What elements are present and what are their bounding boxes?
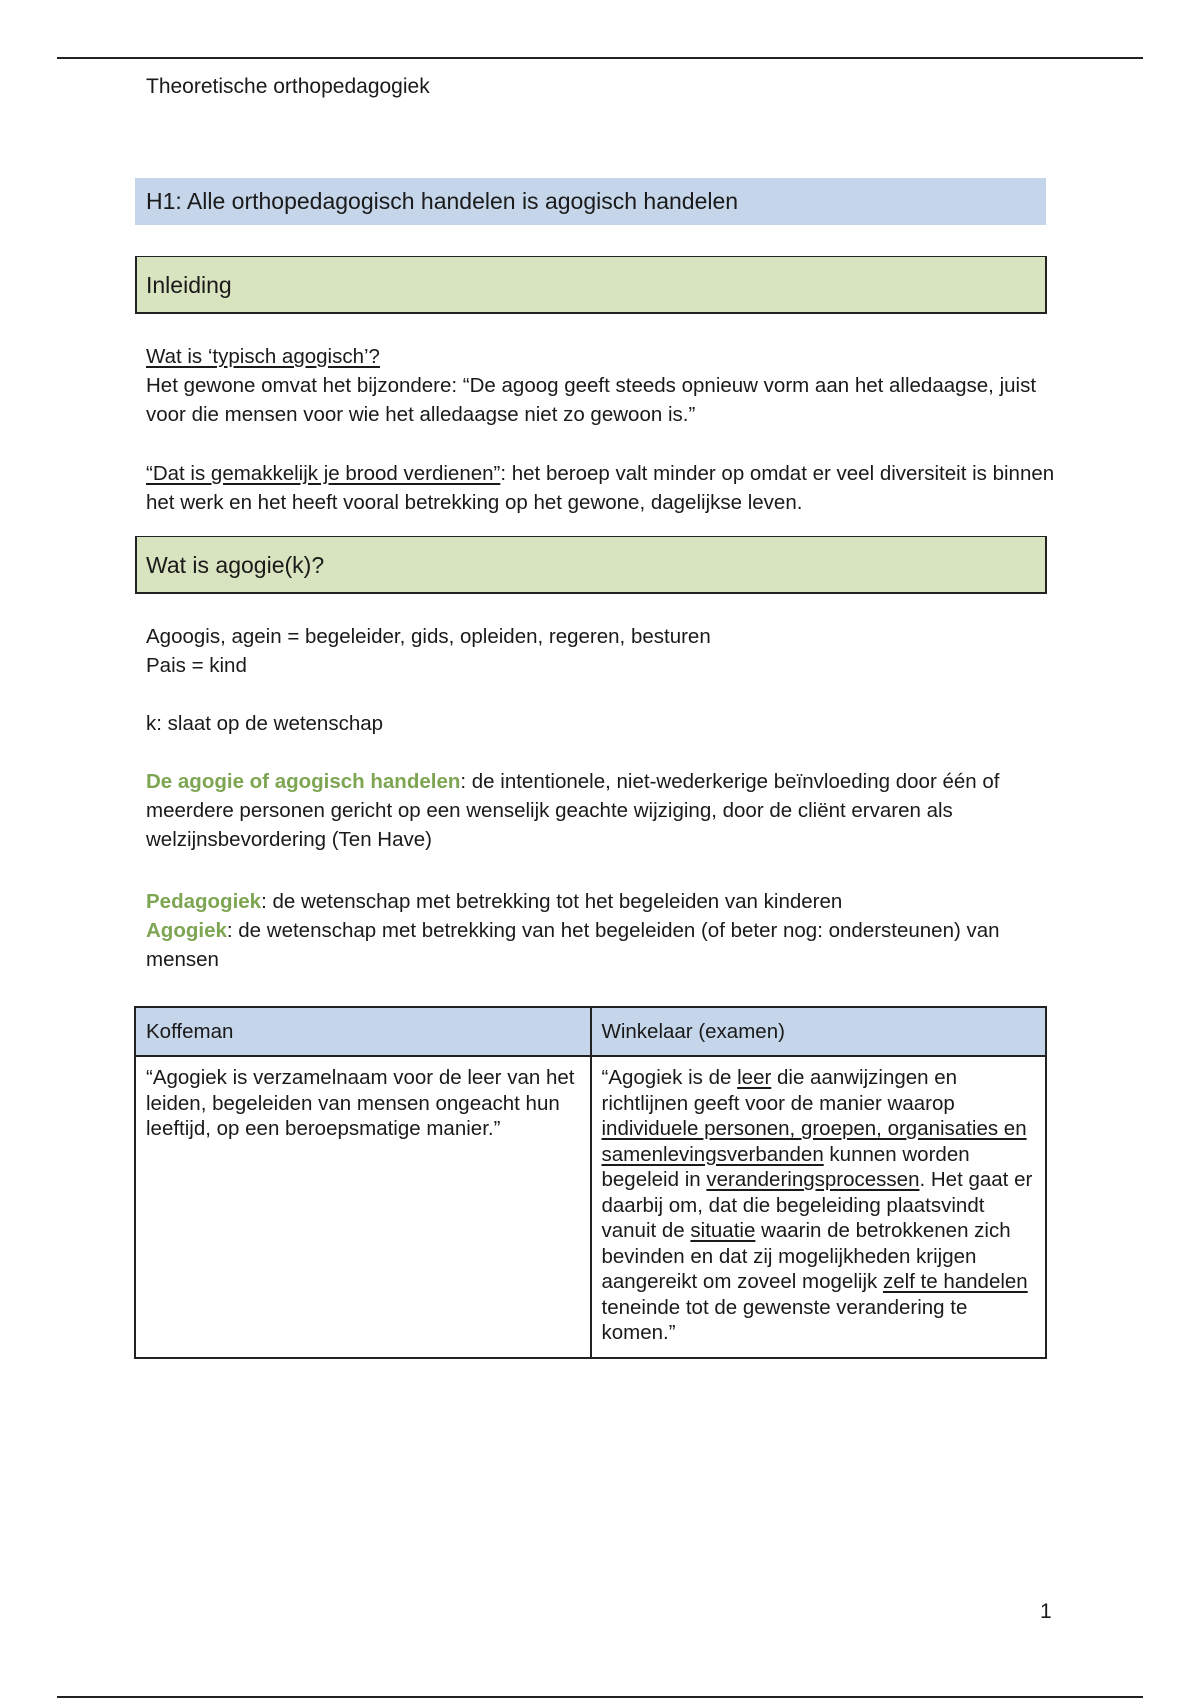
winkelaar-text-run: waarin de betrokkenen zich bevinden en dat zij mogelijkheden krijgen aangereikt om zoveel mogelijk [601, 1219, 1011, 1293]
pedagogiek-text: : de wetenschap met betrekking tot het begeleiden van kinderen [261, 890, 843, 913]
running-header: Theoretische orthopedagogiek [146, 75, 430, 98]
winkelaar-text-run: zelf te handelen [882, 1270, 1028, 1293]
etymology-line-1: Agoogis, agein = begeleider, gids, opleiden, regeren, besturen [146, 625, 711, 648]
top-rule [57, 57, 1143, 59]
inleiding-question: Wat is ‘typisch agogisch’? [146, 345, 380, 368]
pedagogiek-agogiek-paragraph [146, 887, 1051, 974]
pedagogiek-term: Pedagogiek [146, 890, 262, 913]
section-heading-inleiding: Inleiding [135, 256, 1047, 314]
etymology-block [146, 622, 1046, 680]
winkelaar-text-run: “Agogiek is de [601, 1066, 738, 1089]
page-number: 1 [1040, 1600, 1052, 1623]
definition-term: De agogie of agogisch handelen [146, 770, 461, 793]
winkelaar-text-run: leer [737, 1066, 772, 1089]
cell-winkelaar [591, 1056, 1047, 1358]
definition-text: : de intentionele, niet-wederkerige beïnvloeding door één of meerdere personen gericht op een wenselijk geachte wijziging, door de cliënt ervaren als welzijnsbevordering (Ten Have) [146, 770, 1000, 851]
winkelaar-text-run: situatie [690, 1219, 756, 1242]
bottom-rule [57, 1696, 1143, 1698]
winkelaar-text-run: kunnen worden begeleid in [601, 1142, 970, 1191]
table-header-row [135, 1007, 1046, 1056]
header-koffeman: Koffeman [135, 1007, 591, 1056]
comparison-table [134, 1006, 1047, 1359]
winkelaar-text-run: individuele personen, groepen, organisaties en samenlevingsverbanden [601, 1117, 1027, 1166]
header-winkelaar: Winkelaar (examen) [591, 1007, 1047, 1056]
etymology-line-2: Pais = kind [146, 654, 247, 677]
inleiding-question-block [146, 342, 1046, 429]
table-row [135, 1056, 1046, 1358]
agogiek-text: : de wetenschap met betrekking van het begeleiden (of beter nog: ondersteunen) van mensen [146, 919, 1000, 971]
k-note: k: slaat op de wetenschap [146, 712, 384, 735]
winkelaar-text-run: teneinde tot de gewenste verandering te komen.” [601, 1295, 968, 1344]
inleiding-answer: Het gewone omvat het bijzondere: “De agoog geeft steeds opnieuw vorm aan het alledaagse, juist voor die mensen voor wie het alledaagse niet zo gewoon is.” [146, 374, 1037, 426]
section-heading-agogiek: Wat is agogie(k)? [135, 536, 1047, 594]
definition-paragraph [146, 767, 1051, 854]
winkelaar-text-run: . Het gaat er daarbij om, dat die begeleiding plaatsvindt vanuit de [601, 1168, 1033, 1242]
winkelaar-text-run: veranderingsprocessen [706, 1168, 920, 1191]
cell-koffeman: “Agogiek is verzamelnaam voor de leer van het leiden, begeleiden van mensen ongeacht hun leeftijd, op een beroepsmatige manier.” [135, 1056, 591, 1358]
inleiding-quote-rest: : het beroep valt minder op omdat er veel diversiteit is binnen het werk en het heeft vooral betrekking op het gewone, dagelijkse leven. [146, 462, 1055, 514]
agogiek-term: Agogiek [146, 919, 227, 942]
winkelaar-text-run: die aanwijzingen en richtlijnen geeft voor de manier waarop [601, 1066, 958, 1115]
chapter-heading: H1: Alle orthopedagogisch handelen is agogisch handelen [135, 178, 1046, 225]
inleiding-quote-paragraph [146, 459, 1066, 517]
inleiding-quote: “Dat is gemakkelijk je brood verdienen” [146, 462, 501, 485]
